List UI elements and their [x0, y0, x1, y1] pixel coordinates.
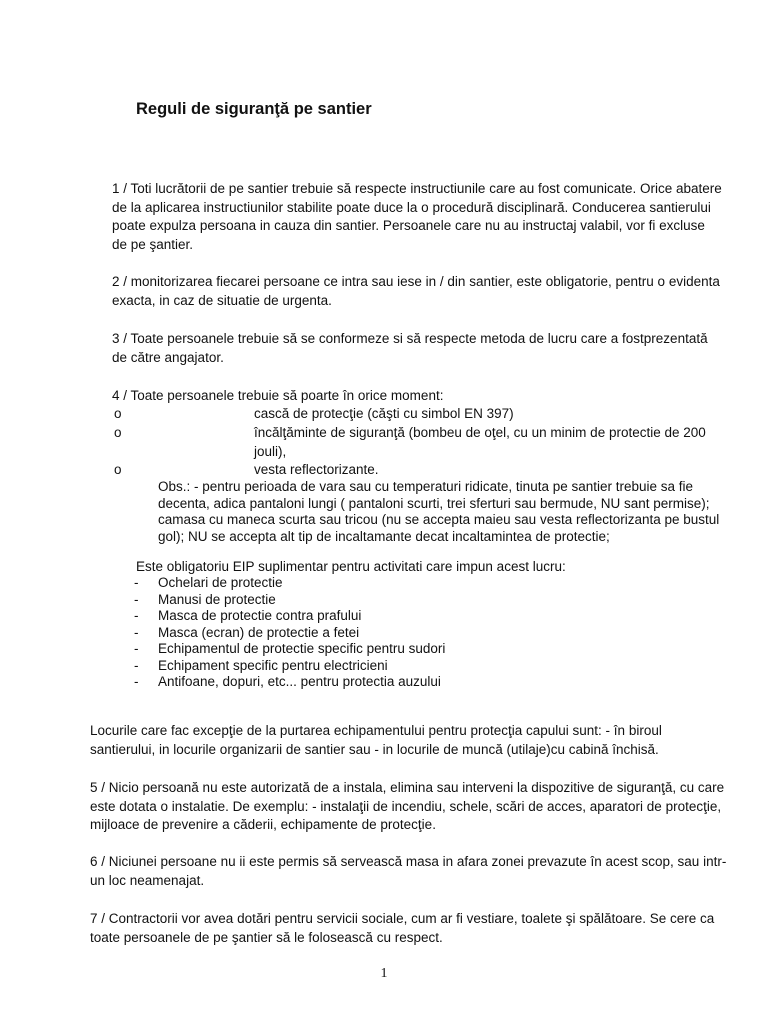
list-item	[134, 592, 724, 609]
list-item	[134, 575, 724, 592]
list-item	[134, 658, 724, 675]
rule-3-paragraph: 3 / Toate persoanele trebuie să se conformeze si să respecte metoda de lucru care a fostprezentată de către angajator.	[112, 331, 708, 365]
list-item-text: Masca de protectie contra prafului	[158, 608, 362, 623]
list-item-text: Ochelari de protectie	[158, 575, 283, 590]
bullet-marker: o	[114, 462, 122, 477]
list-item-text: vesta reflectorizante.	[254, 462, 379, 477]
list-item	[134, 641, 724, 658]
list-item	[112, 405, 722, 424]
list-item-text: încălţăminte de siguranţă (bombeu de oţel, cu un minim de protectie de 200 jouli),	[254, 425, 706, 459]
bullet-marker: o	[114, 425, 122, 440]
list-item-text: Antifoane, dopuri, etc... pentru protectia auzului	[158, 674, 441, 689]
dash-marker: -	[134, 591, 139, 607]
required-equipment-list	[112, 405, 722, 480]
list-item	[134, 608, 724, 625]
dash-marker: -	[134, 641, 139, 656]
list-item-text: Masca (ecran) de protectie a fetei	[158, 624, 360, 640]
list-item-text: Manusi de protectie	[158, 591, 276, 607]
rule-1-paragraph: 1 / Toti lucrătorii de pe santier trebuie să respecte instructiunile care au fost comunicate. Orice abatere de la aplicarea instructiunilor stabilite poate duce la o procedură disciplinară. Conducerea santierului poate expulza persoana in cauza din santier. Persoanele care nu au instructaj valabil, vor fi excluse de pe şantier.	[112, 181, 722, 252]
list-item-text: cască de protecţie (căşti cu simbol EN 397)	[254, 406, 514, 421]
dash-marker: -	[134, 608, 139, 623]
rule-5-paragraph: 5 / Nicio persoană nu este autorizată de a instala, elimina sau interveni la dispozitive de siguranţă, cu care este dotata o instalatie. De exemplu: - instalaţii de incendiu, schele, scări de acces, aparatori de protecţie, mijloace de prevenire a căderii, echipamente de protecţie.	[90, 780, 725, 832]
dash-marker: -	[134, 657, 139, 673]
dash-marker: -	[134, 674, 139, 689]
rule-6-paragraph: 6 / Niciunei persoane nu ii este permis să servească masa in afara zonei prevazute în acest scop, sau intr-un loc neamenajat.	[90, 854, 727, 888]
list-item	[112, 424, 722, 461]
rule-2-paragraph: 2 / monitorizarea fiecarei persoane ce intra sau iese in / din santier, este obligatorie, pentru o evidenta exacta, in caz de situatie de urgenta.	[112, 274, 720, 308]
eip-intro: Este obligatoriu EIP suplimentar pentru activitati care impun acest lucru:	[136, 559, 566, 574]
page-number: 1	[380, 966, 388, 981]
document-title: Reguli de siguranţă pe santier	[136, 100, 372, 118]
list-item-text: Echipamentul de protectie specific pentru sudori	[158, 641, 446, 656]
dash-marker: -	[134, 624, 139, 640]
eip-list	[134, 575, 724, 691]
list-item-text: Echipament specific pentru electricieni	[158, 657, 388, 673]
rule-4-intro: 4 / Toate persoanele trebuie să poarte în orice moment:	[112, 388, 444, 403]
exceptions-paragraph: Locurile care fac excepţie de la purtarea echipamentului pentru protecţia capului sunt: - în biroul santierului, in locurile organizarii de santier sau - in locurile de muncă (utilaje)cu cabină închisă.	[90, 723, 662, 757]
list-item	[112, 461, 722, 480]
bullet-marker: o	[114, 406, 122, 421]
list-item	[134, 625, 724, 642]
observation-note: Obs.: - pentru perioada de vara sau cu temperaturi ridicate, tinuta pe santier trebuie sa fie decenta, adica pantaloni lungi ( pantaloni scurti, trei sferturi sau bermude, NU sant permise); camasa cu maneca scurta sau tricou (nu se accepta maieu sau vesta reflectorizanta pe bustul gol); NU se accepta alt tip de incaltamante decat incaltamintea de protectie;	[158, 479, 720, 544]
list-item	[134, 674, 724, 691]
rule-7-paragraph: 7 / Contractorii vor avea dotări pentru servicii sociale, cum ar fi vestiare, toalete şi spălătoare. Se cere ca toate persoanele de pe şantier să le folosească cu respect.	[90, 911, 715, 945]
dash-marker: -	[134, 575, 139, 590]
